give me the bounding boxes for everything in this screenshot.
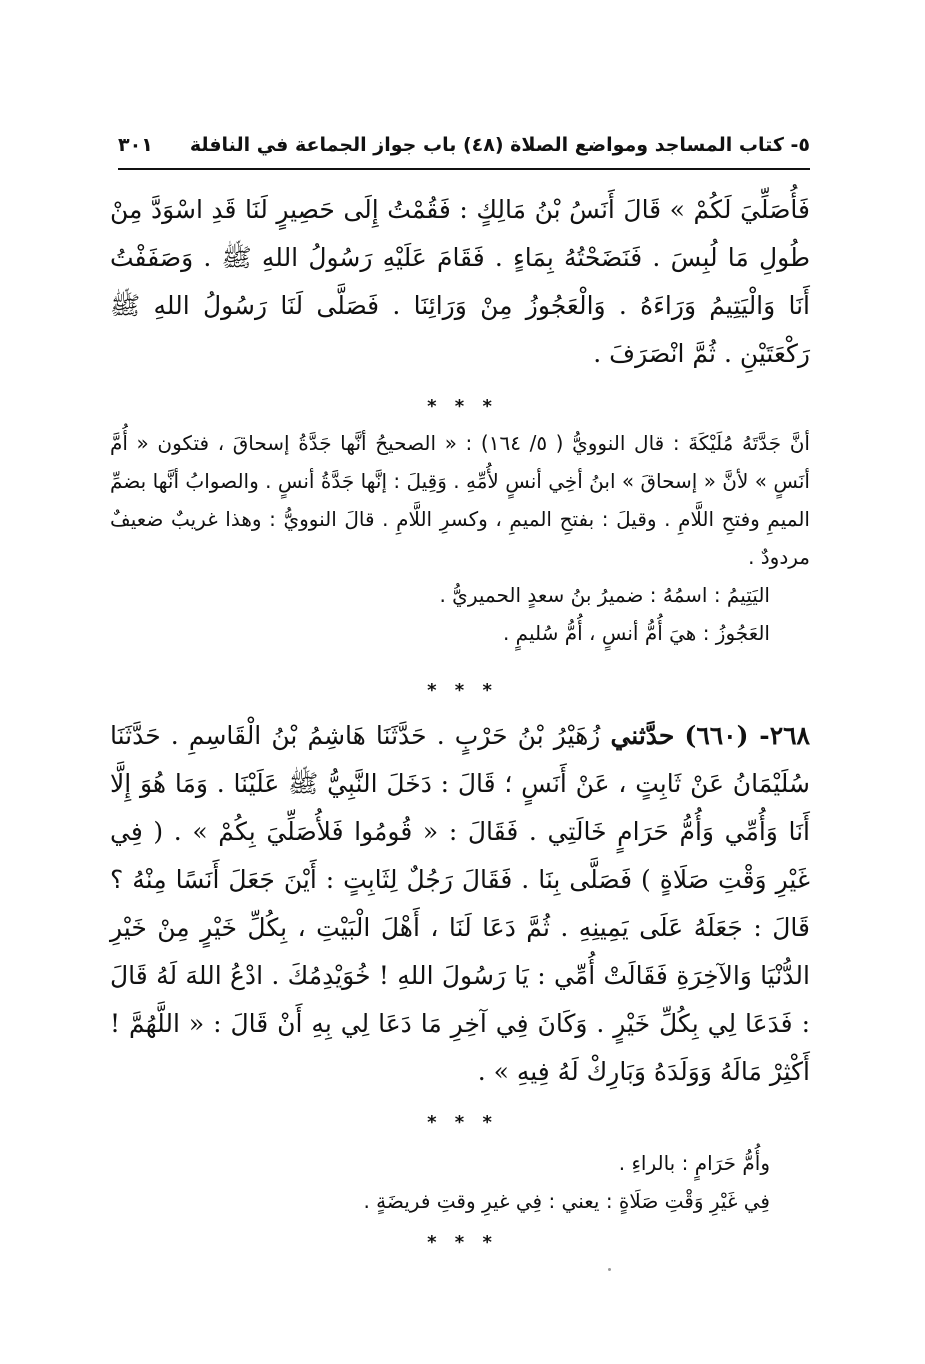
commentary-block-1 xyxy=(110,424,810,652)
page-number: ٣٠١ xyxy=(118,134,153,156)
commentary-block-2 xyxy=(110,1144,810,1220)
hadith-lead: حدَّثني xyxy=(610,721,675,750)
hadith-continuation xyxy=(110,186,810,378)
hadith-text: زُهَيْرُ بْنُ حَرْبٍ . حَدَّثَنَا هَاشِمُ بْنُ الْقَاسِمِ . حَدَّثَنَا سُلَيْمَانُ عَنْ ثَابِتٍ ، عَنْ أَنَسٍ ؛ قَالَ : دَخَلَ النَّبِيُّ ﷺ عَلَيْنَا . وَمَا هُوَ إِلَّا أَنَا وَأُمِّي وَأُمُّ حَرَامٍ خَالَتِي . فَقَالَ : « قُومُوا فَلأُصَلِّيَ بِكُمْ » . ( فِي غَيْرِ وَقْتِ صَلَاةٍ ) فَصَلَّى بِنَا . فَقَالَ رَجُلٌ لِثَابِتٍ : أَيْنَ جَعَلَ أَنَسًا مِنْهُ ؟ قَالَ : جَعَلَهُ عَلَى يَمِينِهِ . ثُمَّ دَعَا لَنَا ، أَهْلَ الْبَيْتِ ، بِكُلِّ خَيْرٍ مِنْ خَيْرِ الدُّنْيَا وَالآخِرَةِ فَقَالَتْ أُمِّي : يَا رَسُولَ اللهِ ! خُوَيْدِمُكَ . ادْعُ اللهَ لَهُ قَالَ : فَدَعَا لِي بِكُلِّ خَيْرٍ . وَكَانَ فِي آخِرِ مَا دَعَا لِي بِهِ أَنْ قَالَ : « اللَّهُمَّ ! أَكْثِرْ مَالَهُ وَوَلَدَهُ وَبَارِكْ لَهُ فِيهِ » . xyxy=(110,721,810,1086)
commentary-item: فِي غَيْرِ وَقْتِ صَلَاةٍ : يعني : فِي غيرِ وقتِ فريضَةٍ . xyxy=(363,1189,770,1213)
commentary-item: اليَتِيمُ : اسمُهُ : ضميرُ بنُ سعدٍ الحميريُّ . xyxy=(439,583,770,607)
running-header xyxy=(118,128,810,170)
hadith-block xyxy=(110,712,810,1096)
hadith-continuation-text: فَأُصَلِّيَ لَكُمْ » قَالَ أَنَسُ بْنُ مَالِكٍ : فَقُمْتُ إِلَى حَصِيرٍ لَنَا قَدِ اسْوَدَّ مِنْ طُولِ مَا لُبِسَ . فَنَضَحْتُهُ بِمَاءٍ . فَقَامَ عَلَيْهِ رَسُولُ اللهِ ﷺ . وَصَفَفْتُ أَنَا وَالْيَتِيمُ وَرَاءَهُ . وَالْعَجُوزُ مِنْ وَرَائِنَا . فَصَلَّى لَنَا رَسُولُ اللهِ ﷺ رَكْعَتَيْنِ . ثُمَّ انْصَرَفَ . xyxy=(110,195,810,368)
commentary-item: العَجُوزُ : هيَ أُمُّ أنسٍ ، أُمُّ سُليمٍ . xyxy=(502,621,770,645)
section-separator: * * * xyxy=(427,1112,498,1133)
section-separator: * * * xyxy=(427,680,498,701)
chapter-title: ٥- كتاب المساجد ومواضع الصلاة (٤٨) باب جواز الجماعة في النافلة xyxy=(189,134,810,156)
hadith-number: ٢٦٨- (٦٦٠) xyxy=(684,721,810,750)
section-separator: * * * xyxy=(427,1232,498,1253)
commentary-paragraph: أنَّ جَدَّتَهُ مُلَيْكَةَ : قال النوويُّ ( ٥/ ١٦٤) : « الصحيحُ أنَّها جَدَّةُ إسحاقَ ، فتكون « أُمَّ أنَسٍ » لأنَّ « إسحاقَ » ابنُ أخِي أنسٍ لأُمِّهِ . وَقِيلَ : إنَّها جَدَّةُ أنسٍ . والصوابُ أنَّها بضمِّ الميمِ وفتحِ اللَّامِ . وقيلَ : بفتحِ الميمِ ، وكسرِ اللَّامِ . قالَ النوويُّ : وهذا غريبٌ ضعيفٌ مردودٌ . xyxy=(110,431,810,569)
section-separator: * * * xyxy=(427,396,498,417)
hadith-text-paragraph xyxy=(110,712,810,1096)
commentary-item: وأُمُّ حَرَامٍ : بالراءِ . xyxy=(618,1151,770,1175)
speck xyxy=(608,1268,611,1271)
